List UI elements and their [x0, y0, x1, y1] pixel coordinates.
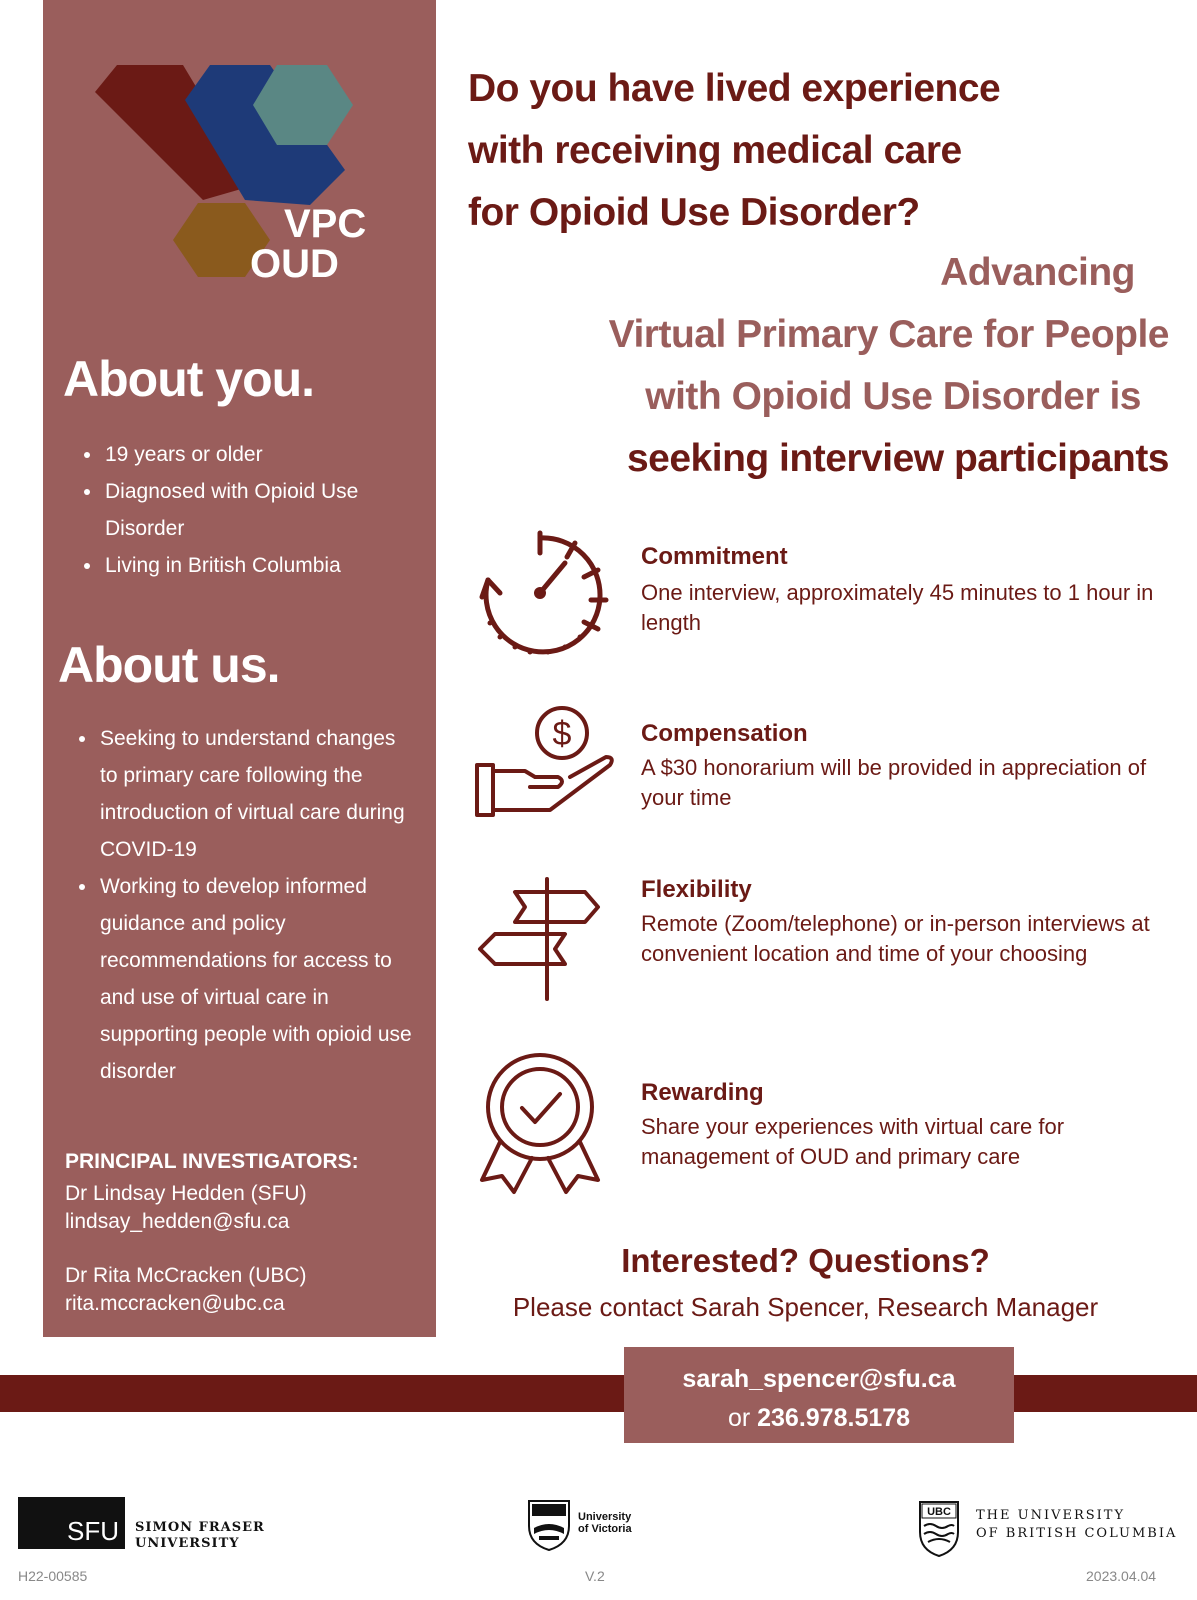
award-ribbon-icon — [470, 1052, 610, 1202]
pi1-email[interactable]: lindsay_hedden@sfu.ca — [65, 1210, 290, 1233]
stopwatch-icon — [470, 525, 620, 660]
investigators-heading: PRINCIPAL INVESTIGATORS: — [65, 1150, 359, 1173]
uvic-name-line-1: University — [578, 1511, 632, 1523]
sfu-name-line-2: UNIVERSITY — [135, 1536, 240, 1551]
ubc-name-line-2: OF BRITISH COLUMBIA — [976, 1526, 1178, 1541]
headline-line-2: with receiving medical care — [468, 129, 962, 172]
feature-title-rewarding: Rewarding — [641, 1079, 764, 1106]
feature-title-compensation: Compensation — [641, 720, 808, 747]
list-item: • 19 years or older — [103, 436, 433, 473]
headline-line-3: for Opioid Use Disorder? — [468, 191, 920, 234]
ethics-ref: H22-00585 — [18, 1568, 88, 1584]
feature-body-flexibility: Remote (Zoom/telephone) or in-person interviews at convenient location and time of your choosing — [641, 911, 1150, 966]
feature-body-compensation: A $30 honorarium will be provided in appreciation of your time — [641, 755, 1147, 810]
headline-line-1: Do you have lived experience — [468, 67, 1001, 110]
list-item: • Living in British Columbia — [103, 547, 433, 584]
logo-text-vpc: VPC — [284, 202, 367, 246]
contact-phone-line — [624, 1404, 1014, 1433]
contact-email[interactable]: sarah_spencer@sfu.ca — [682, 1365, 956, 1393]
sfu-logo: SFU — [18, 1497, 125, 1549]
about-us-list — [78, 720, 418, 1090]
uvic-name-line-2: of Victoria — [578, 1523, 632, 1535]
ubc-name-line-1: THE UNIVERSITY — [976, 1508, 1126, 1523]
about-us-heading: About us. — [58, 637, 280, 693]
contact-heading: Interested? Questions? — [621, 1242, 990, 1279]
contact-phone[interactable]: 236.978.5178 — [757, 1404, 911, 1432]
version-label: V.2 — [585, 1568, 605, 1584]
pi1-name: Dr Lindsay Hedden (SFU) — [65, 1182, 307, 1205]
ubc-crest-label: UBC — [927, 1506, 951, 1518]
pi2-name: Dr Rita McCracken (UBC) — [65, 1264, 307, 1287]
list-item: • Working to develop informed guidance and policy recommendations for access to and use of virtual care in supporting people with opioid use disorder — [98, 868, 418, 1090]
contact-or: or — [727, 1404, 751, 1432]
about-you-heading: About you. — [63, 351, 315, 407]
contact-box — [624, 1347, 1014, 1443]
list-item: • Seeking to understand changes to primary care following the introduction of virtual care during COVID-19 — [98, 720, 418, 868]
list-item: • Diagnosed with Opioid Use Disorder — [103, 473, 433, 547]
pi2-email[interactable]: rita.mccracken@ubc.ca — [65, 1292, 285, 1315]
feature-body-commitment: One interview, approximately 45 minutes to 1 hour in length — [641, 580, 1154, 635]
main-headline — [468, 58, 1168, 244]
contact-line: Please contact Sarah Spencer, Research Manager — [512, 1292, 1099, 1322]
subheadline-line-1: Advancing — [940, 251, 1135, 294]
feature-title-flexibility: Flexibility — [641, 876, 752, 903]
signpost-icon — [470, 877, 610, 1002]
subheadline-line-4: seeking interview participants — [626, 437, 1169, 480]
uvic-crest-icon — [526, 1498, 572, 1552]
svg-text:$: $ — [552, 715, 572, 753]
subheadline-line-2: Virtual Primary Care for People — [608, 313, 1169, 356]
ubc-crest-icon — [918, 1500, 960, 1558]
hand-coin-icon — [470, 705, 620, 820]
logo-text-oud: OUD — [250, 242, 339, 286]
feature-title-commitment: Commitment — [641, 543, 788, 570]
about-you-list — [83, 436, 433, 584]
divider-bar — [0, 1375, 1197, 1412]
subheadline-line-3: with Opioid Use Disorder is — [645, 375, 1141, 418]
date-label: 2023.04.04 — [1086, 1568, 1157, 1584]
sfu-name-line-1: SIMON FRASER — [135, 1520, 265, 1535]
feature-body-rewarding: Share your experiences with virtual care for management of OUD and primary care — [641, 1114, 1065, 1169]
left-panel — [43, 0, 436, 1337]
